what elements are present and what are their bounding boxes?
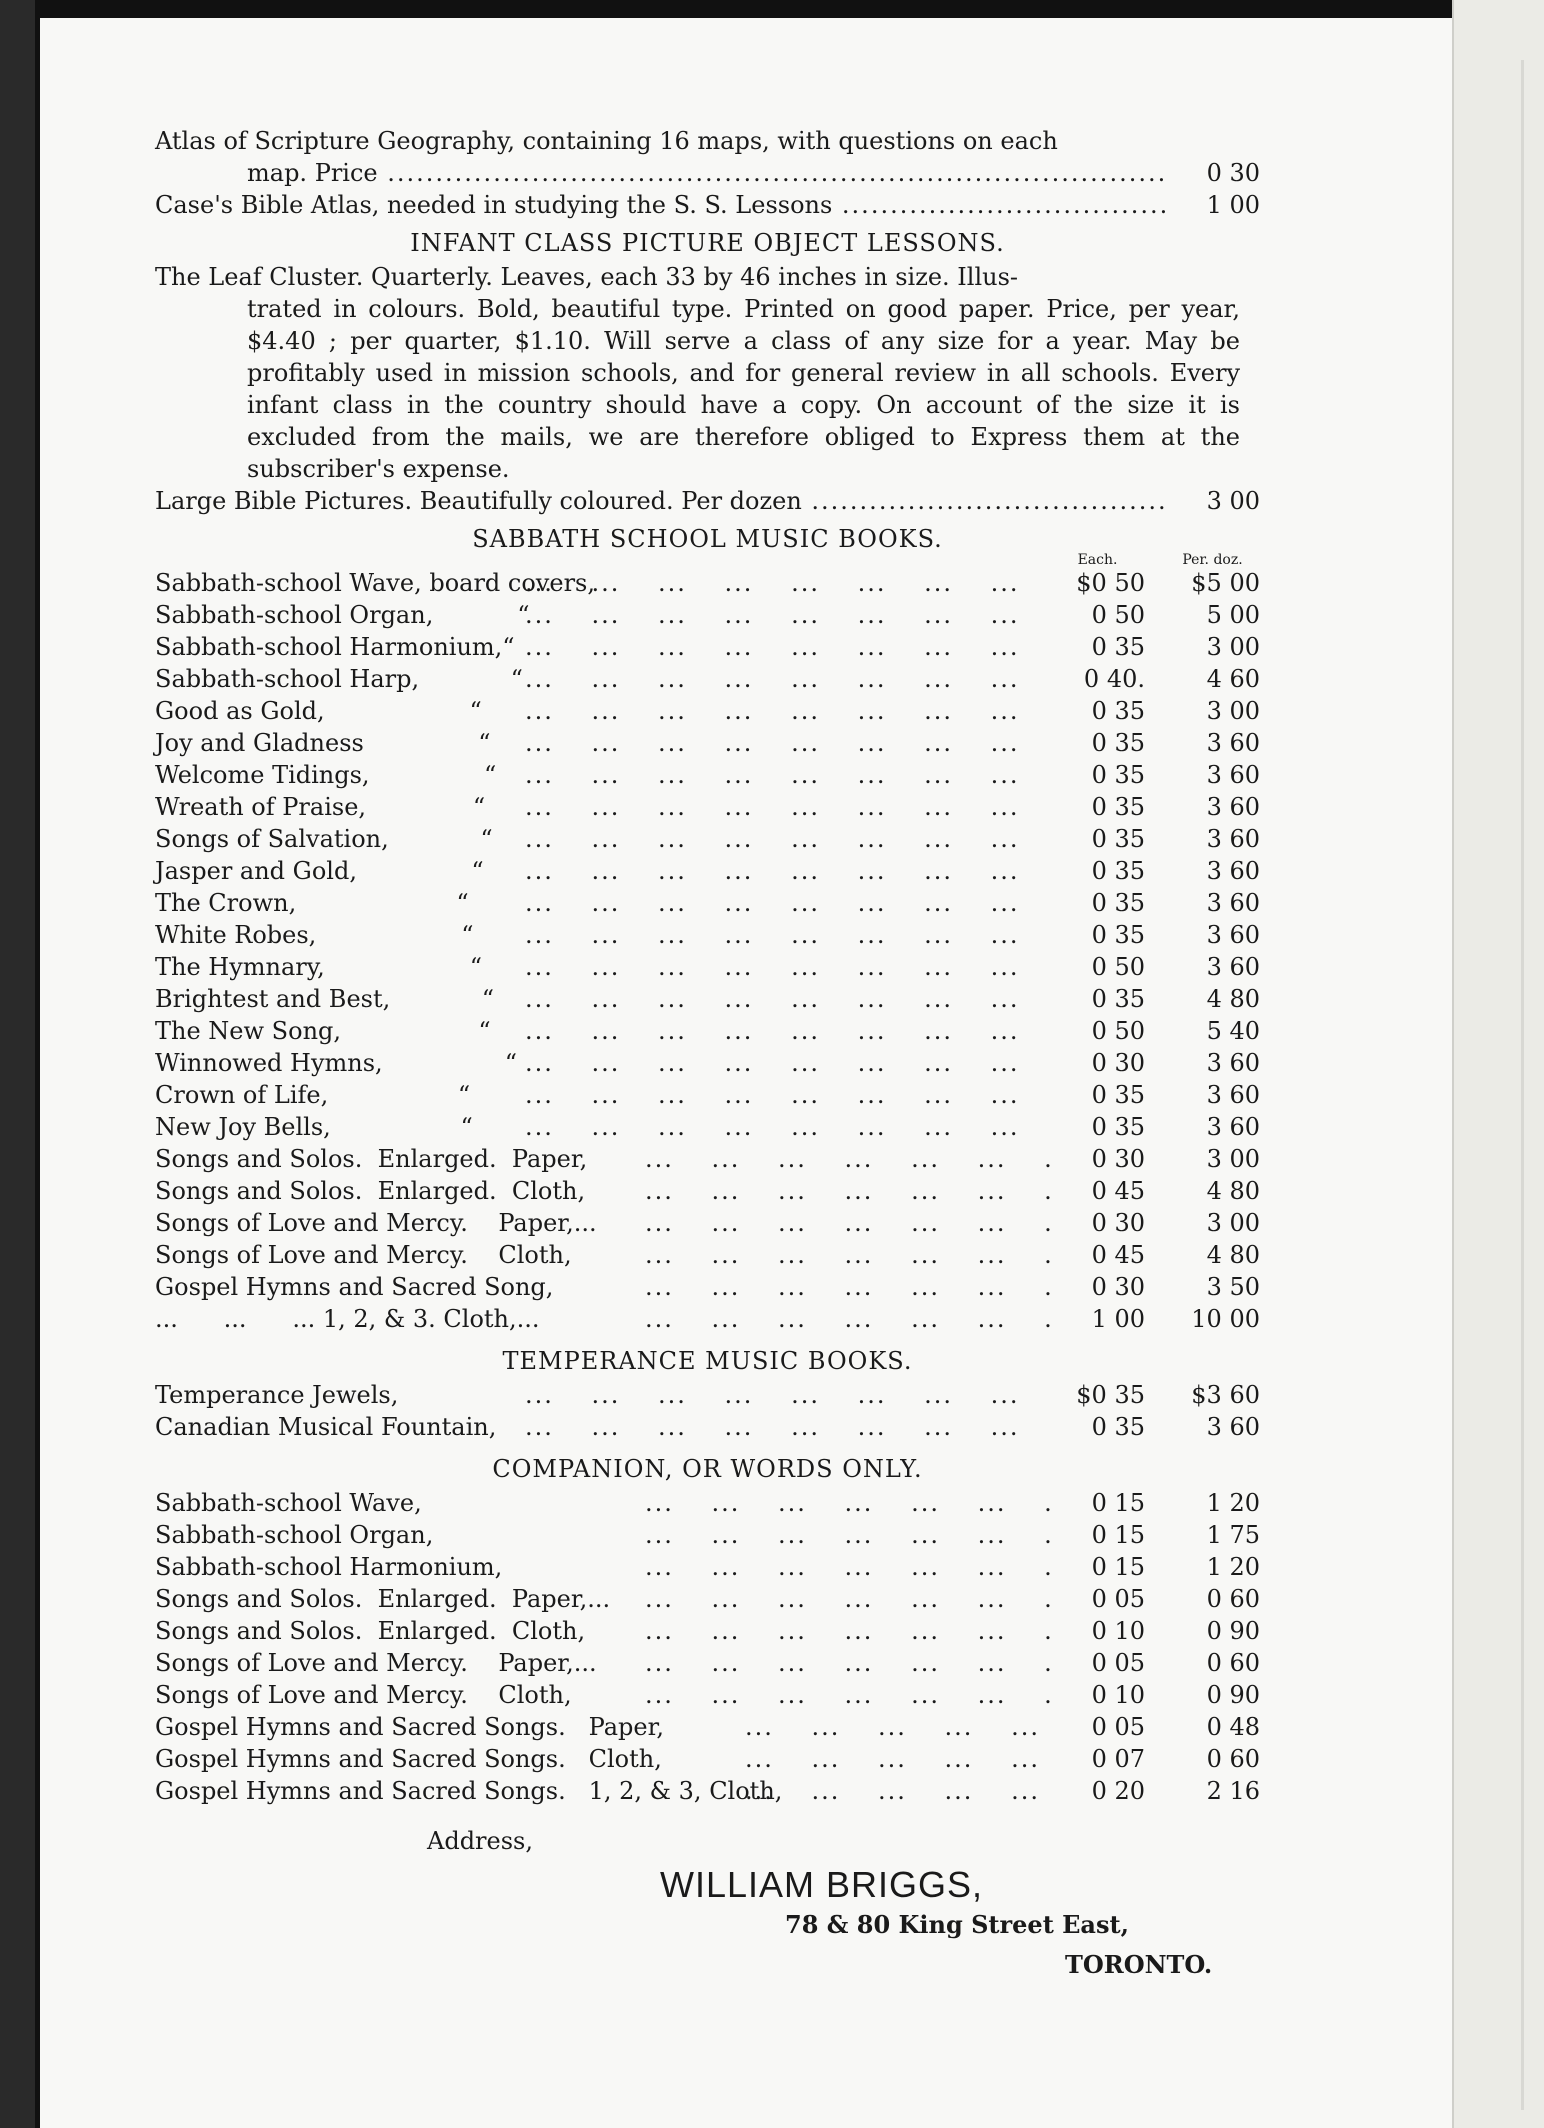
large-bible-pictures-entry xyxy=(155,485,1260,517)
price-each: 0 35 xyxy=(1091,1413,1145,1441)
price-each: 0 35 xyxy=(1091,921,1145,949)
price-each: 0 30 xyxy=(1091,1049,1145,1077)
book-title: Songs of Love and Mercy. Cloth, xyxy=(155,1241,572,1269)
price-per-dozen: 3 00 xyxy=(1206,633,1260,661)
price-each: 0 35 xyxy=(1091,857,1145,885)
music-books-list-wide xyxy=(155,1143,1260,1335)
price-list-row xyxy=(155,1111,1260,1143)
price-list-row xyxy=(155,1207,1260,1239)
price-per-dozen: 0 90 xyxy=(1206,1617,1260,1645)
publisher-street: 78 & 80 King Street East, xyxy=(785,1910,1129,1939)
price-per-dozen: 4 80 xyxy=(1206,985,1260,1013)
price-list-row xyxy=(155,855,1260,887)
atlas-entry-title-line2: map. Price ..... xyxy=(155,157,1165,189)
dot-leader xyxy=(515,855,1050,887)
price-per-dozen: 3 60 xyxy=(1206,1049,1260,1077)
book-title: New Joy Bells, “ xyxy=(155,1113,473,1141)
dot-leader xyxy=(515,695,1050,727)
price-each: 0 30 xyxy=(1091,1145,1145,1173)
book-title: The Hymnary, “ xyxy=(155,953,482,981)
price-per-dozen: 5 40 xyxy=(1206,1017,1260,1045)
price-list-row xyxy=(155,1551,1260,1583)
price-per-dozen: 1 20 xyxy=(1206,1489,1260,1517)
dot-leader xyxy=(635,1239,1050,1271)
book-title: Jasper and Gold, “ xyxy=(155,857,484,885)
dot-leader xyxy=(515,951,1050,983)
book-title: Canadian Musical Fountain, xyxy=(155,1413,497,1441)
dot-leader xyxy=(515,599,1050,631)
book-title: ... ... ... 1, 2, & 3. Cloth,... xyxy=(155,1305,540,1333)
book-title: The New Song, “ xyxy=(155,1017,491,1045)
price-per-dozen: 3 60 xyxy=(1206,1113,1260,1141)
book-title: Sabbath-school Harmonium,“ xyxy=(155,633,515,661)
dot-leader xyxy=(635,1647,1050,1679)
price-list-row xyxy=(155,1379,1260,1411)
price-list-row xyxy=(155,567,1260,599)
price-each: 0 50 xyxy=(1091,601,1145,629)
book-title: White Robes, “ xyxy=(155,921,474,949)
price-each: 0 10 xyxy=(1091,1681,1145,1709)
book-title: Gospel Hymns and Sacred Song, xyxy=(155,1273,554,1301)
book-title: Songs of Love and Mercy. Paper,... xyxy=(155,1649,597,1677)
dot-leader xyxy=(515,631,1050,663)
dot-leader xyxy=(635,1519,1050,1551)
price-list-row xyxy=(155,791,1260,823)
catalog-page xyxy=(155,125,1260,1981)
book-title: Gospel Hymns and Sacred Songs. 1, 2, & 3, Cloth, xyxy=(155,1777,783,1805)
temperance-books-list xyxy=(155,1379,1260,1443)
case-atlas-price: 1 00 xyxy=(1206,191,1260,219)
large-bible-pictures-price: 3 00 xyxy=(1206,487,1260,515)
book-title: Sabbath-school Organ, “ xyxy=(155,601,530,629)
book-title: Good as Gold, “ xyxy=(155,697,482,725)
price-per-dozen: 3 60 xyxy=(1206,825,1260,853)
price-list-row xyxy=(155,1143,1260,1175)
price-list-row xyxy=(155,983,1260,1015)
address-block xyxy=(155,1825,1260,1981)
book-title: Temperance Jewels, xyxy=(155,1381,399,1409)
price-list-row xyxy=(155,1411,1260,1443)
price-list-row xyxy=(155,1647,1260,1679)
price-each: 0 40. xyxy=(1083,665,1145,693)
price-per-dozen: 3 00 xyxy=(1206,1145,1260,1173)
price-each: 0 35 xyxy=(1091,1081,1145,1109)
book-title: Songs of Salvation, “ xyxy=(155,825,493,853)
price-per-dozen: 3 60 xyxy=(1206,1081,1260,1109)
dot-leader xyxy=(635,1303,1050,1335)
book-title: Brightest and Best, “ xyxy=(155,985,495,1013)
book-title: Sabbath-school Organ, xyxy=(155,1521,434,1549)
dot-leader xyxy=(515,887,1050,919)
price-per-dozen: 3 60 xyxy=(1206,953,1260,981)
book-title: Songs and Solos. Enlarged. Cloth, xyxy=(155,1177,586,1205)
price-per-dozen: 3 60 xyxy=(1206,729,1260,757)
price-list-row xyxy=(155,823,1260,855)
book-title: Songs of Love and Mercy. Cloth, xyxy=(155,1681,572,1709)
book-title: Gospel Hymns and Sacred Songs. Cloth, xyxy=(155,1745,662,1773)
price-each: 0 50 xyxy=(1091,1017,1145,1045)
book-title: Sabbath-school Harmonium, xyxy=(155,1553,503,1581)
dot-leader xyxy=(735,1775,1050,1807)
price-list-row xyxy=(155,695,1260,727)
book-title: Gospel Hymns and Sacred Songs. Paper, xyxy=(155,1713,665,1741)
price-per-dozen: 1 75 xyxy=(1206,1521,1260,1549)
book-title: Wreath of Praise, “ xyxy=(155,793,486,821)
price-per-dozen: 1 20 xyxy=(1206,1553,1260,1581)
atlas-entry-title-line1: Atlas of Scripture Geography, containing 16 maps, with questions on each xyxy=(155,127,1058,155)
dot-leader xyxy=(735,1743,1050,1775)
companion-books-list-wider xyxy=(155,1711,1260,1807)
price-each: 0 15 xyxy=(1091,1553,1145,1581)
price-list-row xyxy=(155,663,1260,695)
atlas-entry-price: 0 30 xyxy=(1206,159,1260,187)
price-list-row xyxy=(155,1175,1260,1207)
price-per-dozen: 4 80 xyxy=(1206,1241,1260,1269)
dot-leader xyxy=(515,823,1050,855)
price-each: 0 07 xyxy=(1091,1745,1145,1773)
price-list-row xyxy=(155,759,1260,791)
dot-leader xyxy=(635,1143,1050,1175)
book-title: Songs and Solos. Enlarged. Cloth, xyxy=(155,1617,586,1645)
dot-leader xyxy=(635,1583,1050,1615)
dot-leader xyxy=(735,1711,1050,1743)
dot-leader xyxy=(635,1487,1050,1519)
leaf-cluster-paragraph xyxy=(155,261,1260,485)
book-title: Winnowed Hymns, “ xyxy=(155,1049,518,1077)
scan-page-stack-line xyxy=(1521,60,1524,2110)
dot-leader xyxy=(515,983,1050,1015)
publisher-city: TORONTO. xyxy=(1065,1950,1213,1979)
leaf-cluster-description: trated in colours. Bold, beautiful type. Printed on good paper. Price, per year, $4.40 ; per quarter, $1.10. Will serve a class of any size for a year. May be profitably used in mission schools, and for general review in all schools. Every infant class in the country should have a copy. On account of the size it is excluded from the mails, we are therefore obliged to Express them at the subscriber's expense. xyxy=(247,295,1240,483)
price-each: 0 35 xyxy=(1091,793,1145,821)
address-label: Address, xyxy=(427,1827,533,1855)
price-per-dozen: 3 60 xyxy=(1206,793,1260,821)
price-column-headers xyxy=(155,553,1260,567)
price-list-row xyxy=(155,1679,1260,1711)
price-per-dozen: 4 60 xyxy=(1206,665,1260,693)
price-each: 1 00 xyxy=(1091,1305,1145,1333)
col-dozen-header: Per. doz. xyxy=(1182,552,1243,568)
dot-leader xyxy=(635,1175,1050,1207)
dot-leader xyxy=(635,1551,1050,1583)
price-per-dozen: 3 00 xyxy=(1206,1209,1260,1237)
book-title: Songs of Love and Mercy. Paper,... xyxy=(155,1209,597,1237)
col-each-header: Each. xyxy=(1077,552,1118,568)
price-per-dozen: 5 00 xyxy=(1206,601,1260,629)
dot-leader xyxy=(515,1111,1050,1143)
price-list-row xyxy=(155,1711,1260,1743)
price-list-row xyxy=(155,1487,1260,1519)
dot-leader xyxy=(515,1379,1050,1411)
price-each: 0 05 xyxy=(1091,1585,1145,1613)
price-per-dozen: 3 60 xyxy=(1206,889,1260,917)
price-each: 0 35 xyxy=(1091,761,1145,789)
price-list-row xyxy=(155,1775,1260,1807)
book-title: Sabbath-school Harp, “ xyxy=(155,665,523,693)
price-list-row xyxy=(155,887,1260,919)
price-per-dozen: 3 60 xyxy=(1206,761,1260,789)
price-list-row xyxy=(155,1271,1260,1303)
price-each: 0 05 xyxy=(1091,1713,1145,1741)
dot-leader xyxy=(515,1047,1050,1079)
dot-leader xyxy=(515,727,1050,759)
book-title: Songs and Solos. Enlarged. Paper,... xyxy=(155,1585,611,1613)
music-books-list xyxy=(155,567,1260,1143)
case-atlas-title: Case's Bible Atlas, needed in studying the S. S. Lessons ..... xyxy=(155,189,1165,221)
case-atlas-entry xyxy=(155,189,1260,221)
price-per-dozen: 0 90 xyxy=(1206,1681,1260,1709)
scan-page-stack-edge xyxy=(1452,0,1544,2128)
price-each: 0 30 xyxy=(1091,1209,1145,1237)
price-per-dozen: $3 60 xyxy=(1191,1381,1260,1409)
price-each: 0 35 xyxy=(1091,985,1145,1013)
price-each: 0 05 xyxy=(1091,1649,1145,1677)
price-list-row xyxy=(155,599,1260,631)
dot-leader xyxy=(515,791,1050,823)
price-list-row xyxy=(155,1743,1260,1775)
price-each: 0 35 xyxy=(1091,633,1145,661)
dot-leader xyxy=(635,1271,1050,1303)
price-each: $0 50 xyxy=(1076,569,1145,597)
scan-binding-edge xyxy=(0,0,40,2128)
price-each: 0 15 xyxy=(1091,1521,1145,1549)
price-each: 0 15 xyxy=(1091,1489,1145,1517)
dot-leader xyxy=(515,1411,1050,1443)
price-per-dozen: $5 00 xyxy=(1191,569,1260,597)
price-each: 0 35 xyxy=(1091,697,1145,725)
price-list-row xyxy=(155,1519,1260,1551)
dot-leader xyxy=(635,1615,1050,1647)
price-list-row xyxy=(155,727,1260,759)
dot-leader xyxy=(515,759,1050,791)
price-per-dozen: 3 50 xyxy=(1206,1273,1260,1301)
scan-top-edge xyxy=(0,0,1544,18)
dot-leader xyxy=(515,567,1050,599)
price-each: 0 35 xyxy=(1091,889,1145,917)
price-per-dozen: 0 60 xyxy=(1206,1745,1260,1773)
dot-leader xyxy=(515,1079,1050,1111)
price-per-dozen: 3 00 xyxy=(1206,697,1260,725)
price-per-dozen: 10 00 xyxy=(1191,1305,1260,1333)
price-per-dozen: 2 16 xyxy=(1206,1777,1260,1805)
infant-section-heading: INFANT CLASS PICTURE OBJECT LESSONS. xyxy=(410,229,1005,257)
companion-books-list xyxy=(155,1487,1260,1711)
price-each: 0 45 xyxy=(1091,1177,1145,1205)
dot-leader xyxy=(515,663,1050,695)
price-per-dozen: 0 48 xyxy=(1206,1713,1260,1741)
price-per-dozen: 3 60 xyxy=(1206,921,1260,949)
price-per-dozen: 3 60 xyxy=(1206,857,1260,885)
price-each: 0 35 xyxy=(1091,1113,1145,1141)
dot-leader xyxy=(515,1015,1050,1047)
book-title: Songs and Solos. Enlarged. Paper, xyxy=(155,1145,588,1173)
atlas-entry xyxy=(155,125,1260,189)
music-section-heading: SABBATH SCHOOL MUSIC BOOKS. xyxy=(472,525,943,553)
companion-section-heading: COMPANION, OR WORDS ONLY. xyxy=(492,1455,923,1483)
price-list-row xyxy=(155,919,1260,951)
large-bible-pictures-title: Large Bible Pictures. Beautifully coloured. Per dozen ..... xyxy=(155,485,1165,517)
dot-leader xyxy=(515,919,1050,951)
price-list-row xyxy=(155,631,1260,663)
book-title: The Crown, “ xyxy=(155,889,469,917)
price-per-dozen: 4 80 xyxy=(1206,1177,1260,1205)
price-each: 0 45 xyxy=(1091,1241,1145,1269)
price-list-row xyxy=(155,1615,1260,1647)
price-per-dozen: 0 60 xyxy=(1206,1649,1260,1677)
publisher-name: WILLIAM BRIGGS, xyxy=(660,1864,984,1905)
price-list-row xyxy=(155,1079,1260,1111)
price-each: 0 50 xyxy=(1091,953,1145,981)
price-list-row xyxy=(155,951,1260,983)
leaf-cluster-first-line: The Leaf Cluster. Quarterly. Leaves, each 33 by 46 inches in size. Illus- xyxy=(155,263,1019,291)
book-title: Sabbath-school Wave, xyxy=(155,1489,422,1517)
dot-leader xyxy=(635,1679,1050,1711)
price-list-row xyxy=(155,1303,1260,1335)
price-each: $0 35 xyxy=(1076,1381,1145,1409)
book-title: Crown of Life, “ xyxy=(155,1081,471,1109)
price-each: 0 35 xyxy=(1091,825,1145,853)
price-list-row xyxy=(155,1239,1260,1271)
book-title: Sabbath-school Wave, board covers, xyxy=(155,569,595,597)
price-each: 0 20 xyxy=(1091,1777,1145,1805)
price-per-dozen: 0 60 xyxy=(1206,1585,1260,1613)
price-list-row xyxy=(155,1047,1260,1079)
price-each: 0 10 xyxy=(1091,1617,1145,1645)
book-title: Welcome Tidings, “ xyxy=(155,761,497,789)
temperance-section-heading: TEMPERANCE MUSIC BOOKS. xyxy=(502,1347,913,1375)
price-list-row xyxy=(155,1015,1260,1047)
dot-leader xyxy=(635,1207,1050,1239)
book-title: Joy and Gladness “ xyxy=(155,729,491,757)
price-list-row xyxy=(155,1583,1260,1615)
price-each: 0 35 xyxy=(1091,729,1145,757)
price-each: 0 30 xyxy=(1091,1273,1145,1301)
price-per-dozen: 3 60 xyxy=(1206,1413,1260,1441)
